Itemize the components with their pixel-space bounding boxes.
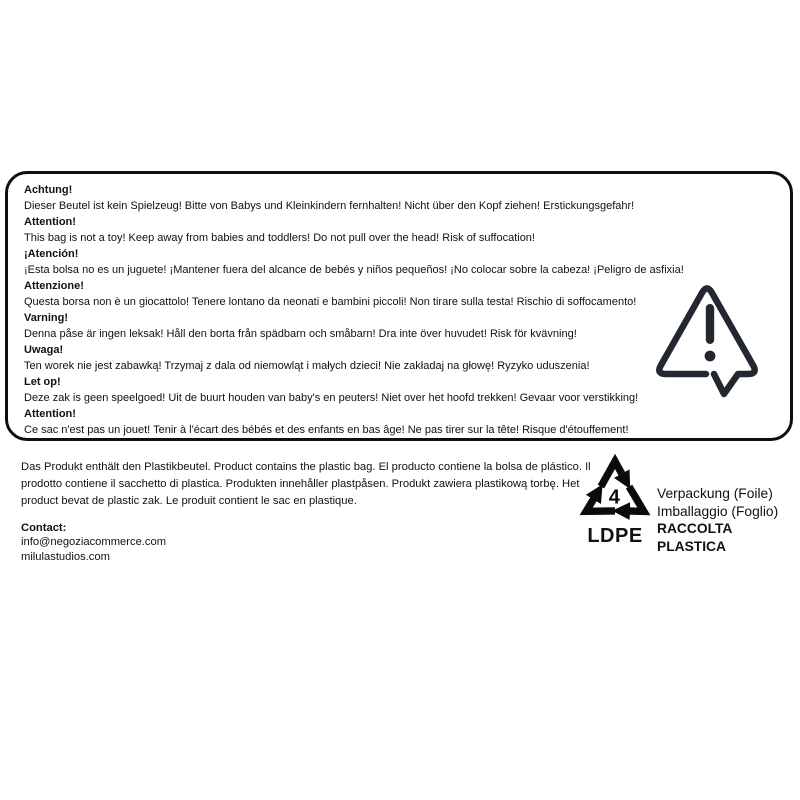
packaging-line-collection: RACCOLTA PLASTICA xyxy=(657,521,732,554)
resin-material-label: LDPE xyxy=(587,525,643,547)
resin-code-number: 4 xyxy=(608,486,620,509)
warning-text-it: Questa borsa non è un giocattolo! Tenere lontano da neonati e bambini piccoli! Non tirare sulla testa! Rischio di soffocamento! xyxy=(24,296,637,308)
warning-heading-sv: Varning! xyxy=(24,312,69,324)
contact-website: milulastudios.com xyxy=(21,550,110,563)
warning-text-nl: Deze zak is geen speelgoed! Uit de buurt houden van baby's en peuters! Niet over het hoofd trekken! Gevaar voor verstikking! xyxy=(24,392,639,404)
recycling-ldpe-icon xyxy=(578,453,652,529)
warning-text-fr: Ce sac n'est pas un jouet! Tenir à l'écart des bébés et des enfants en bas âge! Ne pas tirer sur la tête! Risque d'étouffement! xyxy=(24,424,629,436)
warning-heading-de: Achtung! xyxy=(24,184,73,196)
warning-text-es: ¡Esta bolsa no es un juguete! ¡Mantener fuera del alcance de bebés y niños pequeños! ¡No colocar sobre la cabeza! ¡Peligro de asfixia! xyxy=(24,264,684,276)
warning-heading-nl: Let op! xyxy=(24,376,61,388)
warning-text-de: Dieser Beutel ist kein Spielzeug! Bitte von Babys und Kleinkindern fernhalten! Nicht über den Kopf ziehen! Erstickungsgefahr! xyxy=(24,200,635,212)
warning-text-en: This bag is not a toy! Keep away from babies and toddlers! Do not pull over the head! Risk of suffocation! xyxy=(24,232,535,244)
warning-heading-fr: Attention! xyxy=(24,408,76,420)
product-note: Das Produkt enthält den Plastikbeutel. Product contains the plastic bag. El producto contiene la bolsa de plástico. Il prodotto contiene il sacchetto di plastica. Produkten innehåller plastpåsen. Produkt zawiera plastikową torbę. Het product bevat de plastic zak. Le produit contient le sac en plastique. xyxy=(21,461,591,508)
warning-text-sv: Denna påse är ingen leksak! Håll den borta från spädbarn och småbarn! Dra inte över huvudet! Risk för kvävning! xyxy=(24,328,577,340)
warning-heading-es: ¡Atención! xyxy=(24,248,79,260)
contact-heading: Contact: xyxy=(21,522,67,534)
packaging-block xyxy=(657,485,800,555)
warning-heading-it: Attenzione! xyxy=(24,280,84,292)
packaging-line-it: Imballaggio (Foglio) xyxy=(657,503,779,519)
contact-email: info@negoziacommerce.com xyxy=(21,536,167,549)
contact-block xyxy=(21,521,166,564)
warning-heading-en: Attention! xyxy=(24,216,76,228)
warning-text-pl: Ten worek nie jest zabawką! Trzymaj z dala od niemowląt i małych dzieci! Nie zakładaj na głowę! Ryzyko uduszenia! xyxy=(24,360,590,372)
warning-heading-pl: Uwaga! xyxy=(24,344,64,356)
packaging-line-de: Verpackung (Foile) xyxy=(657,486,773,501)
warning-triangle-icon xyxy=(648,277,766,399)
